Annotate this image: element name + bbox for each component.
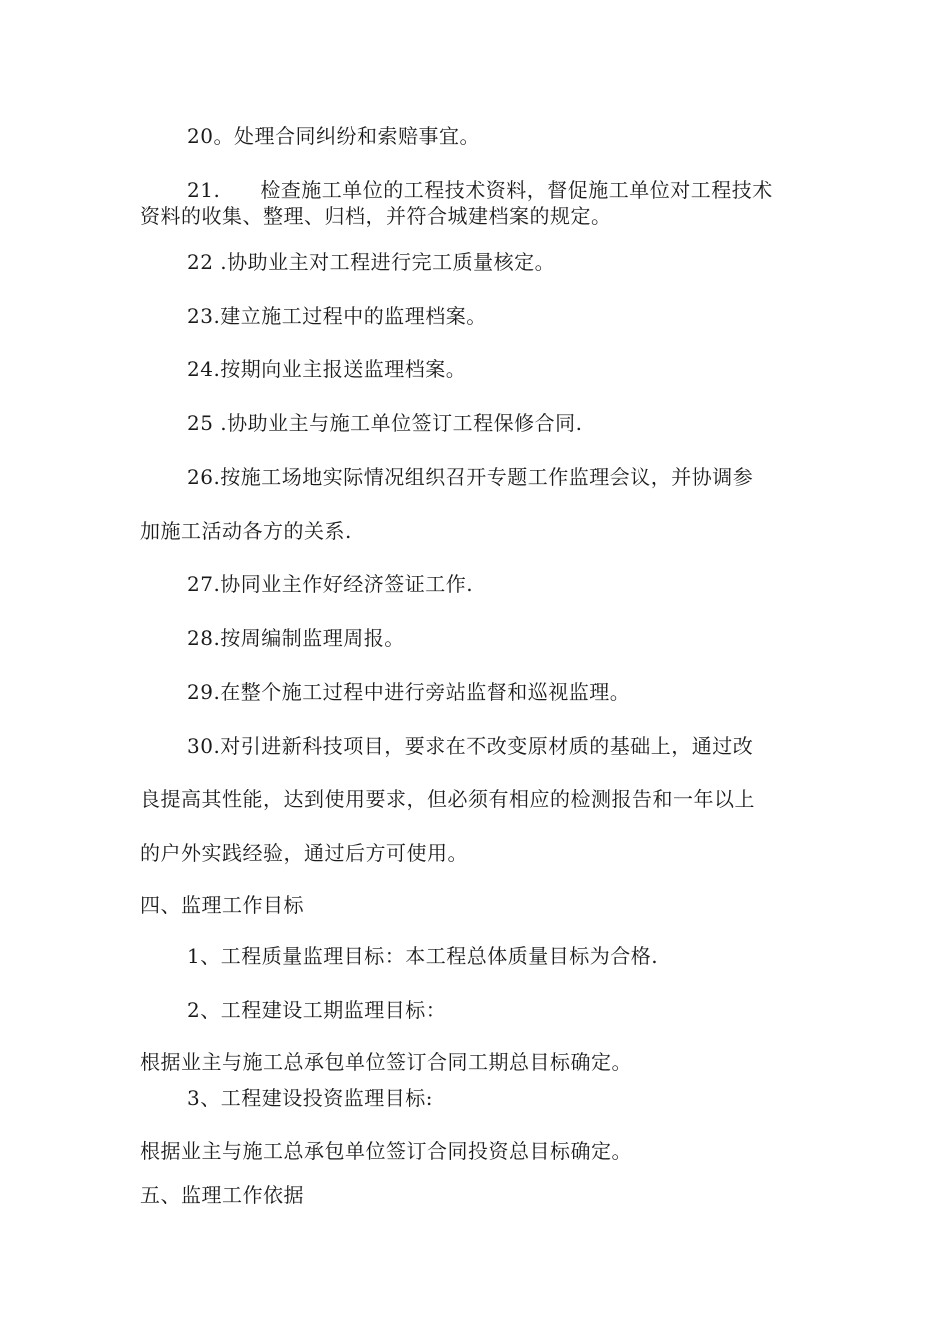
goal-2-text: 根据业主与施工总承包单位签订合同工期总目标确定。: [140, 1050, 632, 1074]
item-22: 22 .协助业主对工程进行完工质量核定。: [187, 250, 556, 274]
goal-3: 3、工程建设投资监理目标:: [187, 1086, 433, 1110]
item-21-line2: 资料的收集、整理、归档，并符合城建档案的规定。: [140, 204, 612, 228]
item-21-line1: [187, 176, 820, 204]
goal-1: 1、工程质量监理目标：本工程总体质量目标为合格.: [187, 944, 659, 968]
item-25: 25 .协助业主与施工单位签订工程保修合同.: [187, 411, 583, 435]
goal-2: 2、工程建设工期监理目标：: [187, 998, 447, 1022]
item-27: 27.协同业主作好经济签证工作.: [187, 572, 474, 596]
item-30-line2: 良提高其性能，达到使用要求，但必须有相应的检测报告和一年以上: [140, 787, 755, 811]
item-21-text: 检查施工单位的工程技术资料，督促施工单位对工程技术: [260, 178, 773, 202]
section-4-heading: 四、监理工作目标: [140, 893, 304, 917]
item-21-number: 21.: [187, 178, 221, 202]
item-26-line1: 26.按施工场地实际情况组织召开专题工作监理会议，并协调参: [187, 465, 754, 489]
item-20: 20。处理合同纠纷和索赔事宜。: [187, 124, 480, 148]
item-28: 28.按周编制监理周报。: [187, 626, 405, 650]
item-24: 24.按期向业主报送监理档案。: [187, 357, 467, 381]
item-23: 23.建立施工过程中的监理档案。: [187, 304, 487, 328]
item-30-line1: 30.对引进新科技项目，要求在不改变原材质的基础上，通过改: [187, 734, 754, 758]
goal-3-text: 根据业主与施工总承包单位签订合同投资总目标确定。: [140, 1139, 632, 1163]
section-5-heading: 五、监理工作依据: [140, 1183, 304, 1207]
item-26-line2: 加施工活动各方的关系.: [140, 519, 352, 543]
item-29: 29.在整个施工过程中进行旁站监督和巡视监理。: [187, 680, 631, 704]
item-30-line3: 的户外实践经验，通过后方可使用。: [140, 841, 468, 865]
